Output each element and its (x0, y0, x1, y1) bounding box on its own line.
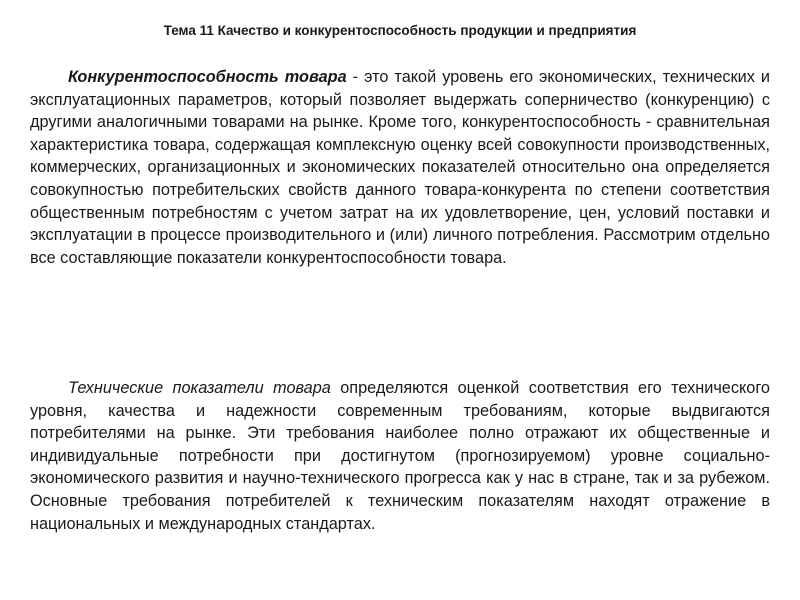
slide-title: Тема 11 Качество и конкурентоспособность продукции и предприятия (163, 23, 637, 38)
term-technical-indicators: Технические показатели товара (68, 379, 331, 397)
term-competitiveness: Конкурентоспособность товара (68, 68, 347, 86)
paragraph-competitiveness-text: - это такой уровень его экономических, технических и эксплуатационных параметров, который позволяет выдержать соперничество (конкуренцию) с другими аналогичными товарами на рынке. Кроме того, конкурентоспособность - сравнительная характеристика товара, содержащая комплексную оценку всей совокупности производственных, коммерческих, организационных и экономических показателей относительно она определяется совокупностью потребительских свойств данного товара-конкурента по степени соответствия общественным потребностям с учетом затрат на их удовлетворение, цен, условий поставки и эксплуатации в процессе производительного и (или) личного потребления. Рассмотрим отдельно все составляющие показатели конкурентоспособности товара. (30, 68, 770, 267)
paragraph-technical-indicators (30, 377, 770, 535)
paragraph-competitiveness (30, 66, 770, 269)
paragraph-technical-indicators-text: определяются оценкой соответствия его технического уровня, качества и надежности современным требованиям, которые выдвигаются потребителями на рынке. Эти требования наиболее полно отражают их общественные и индивидуальные потребности при достигнутом (прогнозируемом) уровне социально-экономического развития и научно-технического прогресса как у нас в стране, так и за рубежом. Основные требования потребителей к техническим показателям находят отражение в национальных и международных стандартах. (30, 379, 770, 533)
